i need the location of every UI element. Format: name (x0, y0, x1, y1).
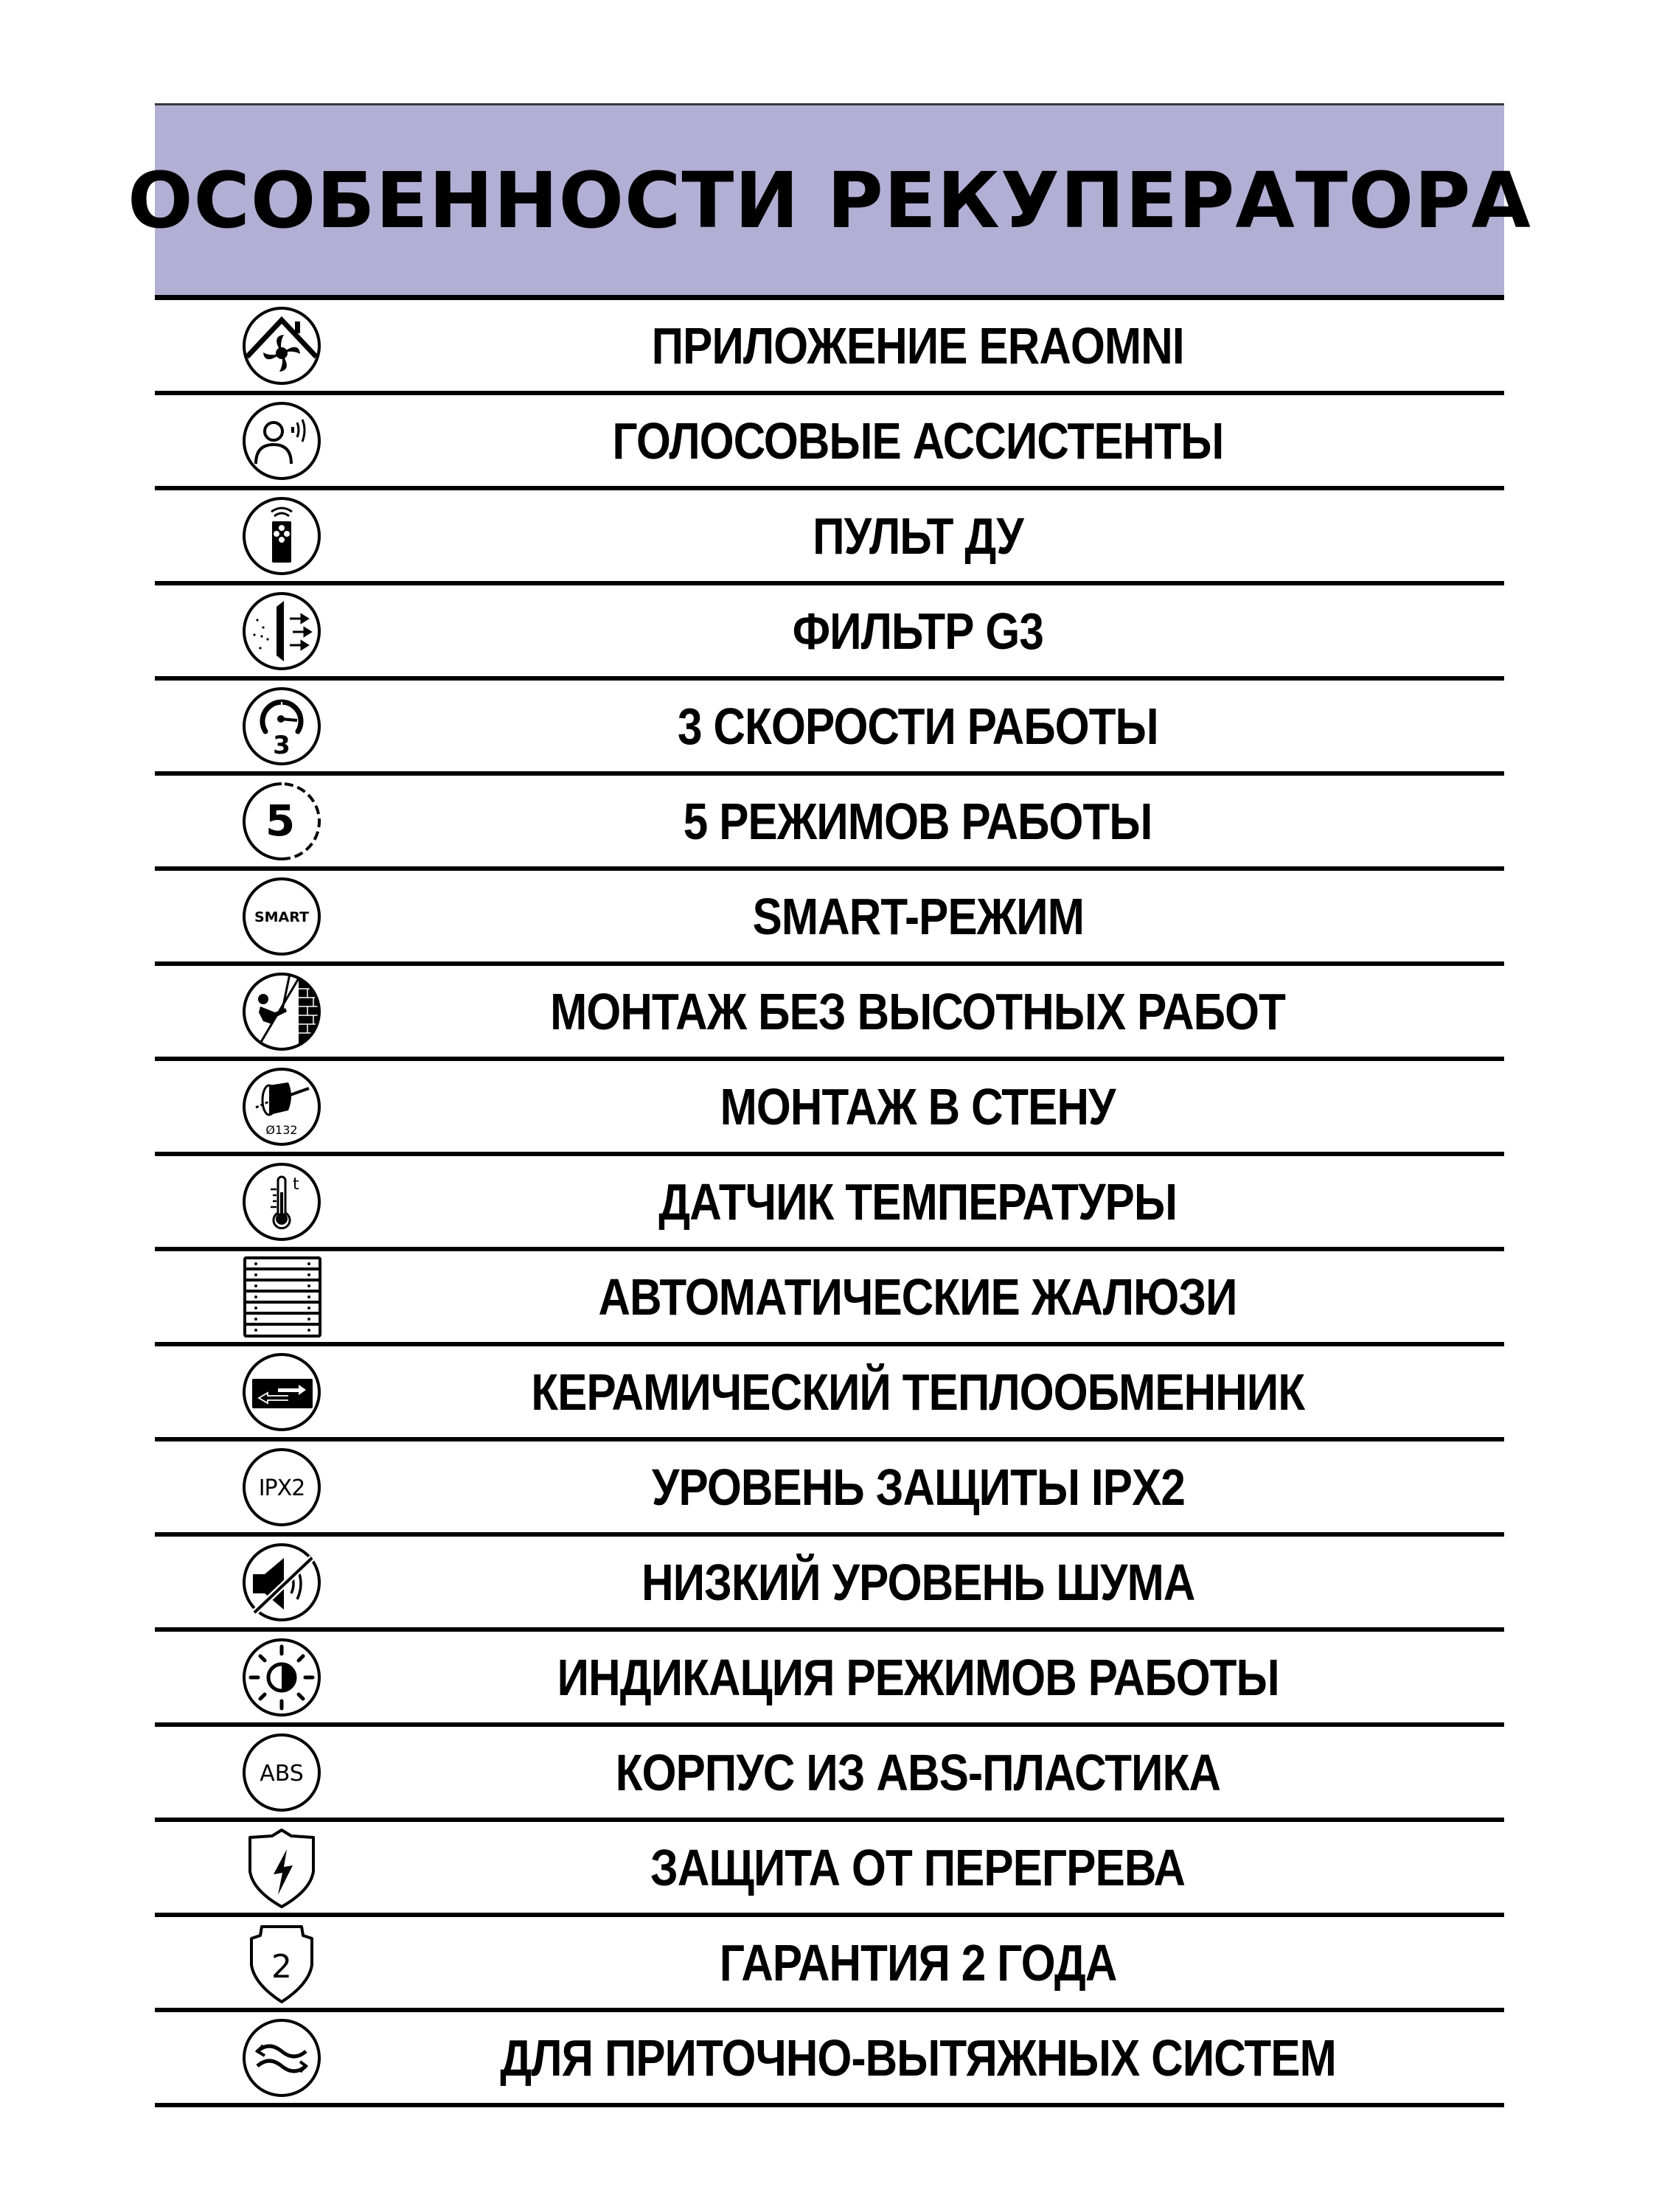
feature-row (155, 1917, 1504, 2012)
brightness-indicator-icon (241, 1637, 322, 1718)
shield-lightning-icon (241, 1827, 322, 1908)
svg-text:ABS: ABS (260, 1760, 304, 1787)
svg-text:2: 2 (271, 1947, 292, 1986)
feature-label: 3 СКОРОСТИ РАБОТЫ (678, 697, 1158, 755)
feature-row (155, 1156, 1504, 1251)
feature-label: 5 РЕЖИМОВ РАБОТЫ (684, 792, 1152, 850)
thermometer-icon (241, 1161, 322, 1242)
filter-icon (241, 591, 322, 672)
feature-row (155, 776, 1504, 871)
feature-row (155, 585, 1504, 681)
feature-label: НИЗКИЙ УРОВЕНЬ ШУМА (641, 1553, 1195, 1611)
feature-row (155, 1441, 1504, 1537)
remote-control-icon (241, 495, 322, 577)
core-drill-icon (241, 1066, 322, 1147)
svg-text:Ø132: Ø132 (265, 1122, 298, 1137)
feature-label: ДЛЯ ПРИТОЧНО-ВЫТЯЖНЫХ СИСТЕМ (500, 2028, 1336, 2087)
shield-warranty-icon (241, 1922, 322, 2003)
five-modes-icon (241, 781, 322, 862)
feature-label: УРОВЕНЬ ЗАЩИТЫ IPX2 (651, 1458, 1185, 1516)
ipx2-icon (241, 1447, 322, 1528)
feature-label: МОНТАЖ В СТЕНУ (720, 1077, 1116, 1135)
feature-row (155, 300, 1504, 395)
feature-row (155, 1822, 1504, 1917)
feature-row (155, 1346, 1504, 1441)
feature-row (155, 1061, 1504, 1156)
feature-row (155, 966, 1504, 1061)
smart-mode-icon (241, 876, 322, 957)
feature-row (155, 1537, 1504, 1632)
muted-speaker-icon (241, 1542, 322, 1623)
svg-text:SMART: SMART (254, 908, 310, 925)
feature-row (155, 2012, 1504, 2107)
feature-row (155, 1251, 1504, 1346)
feature-row (155, 681, 1504, 776)
table-header (128, 103, 1531, 300)
voice-assistant-icon (241, 400, 322, 481)
house-fan-icon (241, 305, 322, 386)
feature-label: ИНДИКАЦИЯ РЕЖИМОВ РАБОТЫ (557, 1648, 1279, 1706)
feature-label: ФИЛЬТР G3 (792, 602, 1044, 660)
features-table (128, 103, 1531, 2107)
feature-label: ГОЛОСОВЫЕ АССИСТЕНТЫ (612, 411, 1224, 470)
feature-row (155, 1632, 1504, 1727)
feature-label: SMART-РЕЖИМ (752, 887, 1084, 945)
abs-icon (241, 1732, 322, 1813)
svg-text:3: 3 (273, 730, 291, 760)
feature-label: КОРПУС ИЗ ABS-ПЛАСТИКА (615, 1743, 1221, 1801)
feature-label: ГАРАНТИЯ 2 ГОДА (719, 1933, 1117, 1992)
feature-label: ПУЛЬТ ДУ (813, 507, 1023, 565)
feature-label: АВТОМАТИЧЕСКИЕ ЖАЛЮЗИ (598, 1267, 1238, 1326)
svg-text:t: t (293, 1175, 299, 1194)
svg-text:IPX2: IPX2 (258, 1475, 305, 1501)
feature-row (155, 490, 1504, 585)
feature-list (155, 300, 1504, 2107)
page-title: ОСОБЕННОСТИ РЕКУПЕРАТОРА (128, 155, 1531, 246)
feature-label: КЕРАМИЧЕСКИЙ ТЕПЛООБМЕННИК (531, 1363, 1305, 1421)
feature-label: ДАТЧИК ТЕМПЕРАТУРЫ (658, 1172, 1178, 1231)
feature-row (155, 871, 1504, 966)
airflow-waves-icon (241, 2017, 322, 2098)
heat-exchanger-icon (241, 1352, 322, 1433)
svg-text:5: 5 (265, 795, 296, 846)
climber-wall-icon (241, 971, 322, 1052)
louvers-icon (241, 1256, 322, 1338)
feature-label: ЗАЩИТА ОТ ПЕРЕГРЕВА (650, 1838, 1186, 1896)
feature-row (155, 395, 1504, 490)
feature-label: МОНТАЖ БЕЗ ВЫСОТНЫХ РАБОТ (550, 982, 1286, 1040)
feature-label: ПРИЛОЖЕНИЕ ERAOMNI (652, 316, 1184, 375)
feature-row (155, 1727, 1504, 1822)
speedometer-3-icon (241, 686, 322, 767)
